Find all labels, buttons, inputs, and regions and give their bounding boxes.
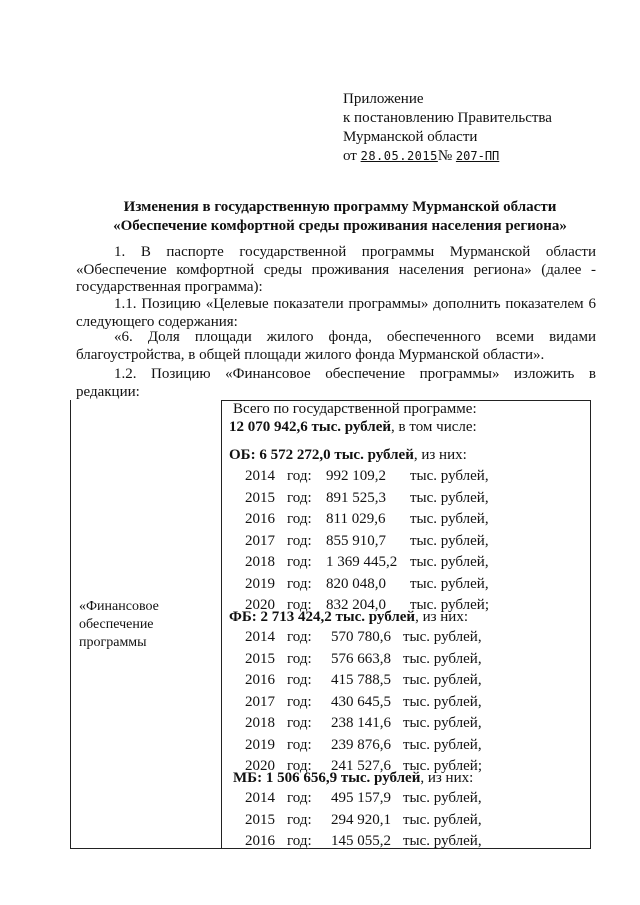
resolution-number: 207-ПП <box>455 149 500 163</box>
amount-cell: 294 920,1 <box>331 811 391 828</box>
year-cell: 2018 <box>245 554 275 570</box>
year-cell: 2020 <box>245 597 275 613</box>
amount-cell: 855 910,7 <box>326 532 386 549</box>
year-cell: 2019 <box>245 575 275 592</box>
year-word: год: <box>287 597 312 613</box>
appendix-resolution: к постановлению Правительства <box>343 110 552 126</box>
financing-row <box>229 715 589 736</box>
resolution-date: 28.05.2015 <box>360 149 438 163</box>
amount-cell: 811 029,6 <box>326 511 386 527</box>
financing-row <box>229 554 589 575</box>
year-word: год: <box>287 693 312 710</box>
amount-cell: 238 141,6 <box>331 715 391 731</box>
amount-cell: 1 369 445,2 <box>326 554 398 570</box>
appendix-title: Приложение <box>343 91 424 107</box>
amount-cell: 570 780,6 <box>331 629 391 645</box>
appendix-date-line <box>343 147 552 166</box>
unit-cell: тыс. рублей, <box>410 532 489 549</box>
year-cell: 2018 <box>245 715 275 731</box>
mb-suffix: , из них: <box>420 770 474 786</box>
financing-row <box>229 833 589 854</box>
ob-header <box>229 447 467 464</box>
unit-cell: тыс. рублей, <box>410 575 489 592</box>
amount-cell: 239 876,6 <box>331 736 391 753</box>
year-cell: 2017 <box>245 693 275 710</box>
unit-cell: тыс. рублей, <box>410 554 489 570</box>
amount-cell: 415 788,5 <box>331 672 391 688</box>
year-word: год: <box>287 790 312 806</box>
unit-cell: тыс. рублей; <box>403 758 482 774</box>
from-label: от <box>343 148 357 164</box>
financing-row <box>229 629 589 650</box>
amount-cell: 495 157,9 <box>331 790 391 806</box>
document-title <box>60 198 620 236</box>
total-amount: 12 070 942,6 тыс. рублей <box>229 419 392 435</box>
year-cell: 2020 <box>245 758 275 774</box>
paragraph-1: 1. В паспорте государственной программы Мурманской области «Обеспечение комфортной среды проживания населения региона» (далее - государственная программа): <box>76 244 596 295</box>
amount-cell: 145 055,2 <box>331 833 391 849</box>
total-suffix: , в том числе: <box>391 419 477 435</box>
unit-cell: тыс. рублей, <box>403 811 482 828</box>
appendix-header <box>343 90 552 166</box>
year-word: год: <box>287 715 312 731</box>
year-word: год: <box>287 833 312 849</box>
year-cell: 2016 <box>245 672 275 688</box>
year-cell: 2015 <box>245 811 275 828</box>
financing-row <box>229 468 589 489</box>
table-column-divider <box>221 400 222 848</box>
year-word: год: <box>287 511 312 527</box>
unit-cell: тыс. рублей, <box>410 489 489 506</box>
financing-row <box>229 694 589 715</box>
table-label-cell: «Финансовое обеспечение программы <box>79 599 159 650</box>
unit-cell: тыс. рублей, <box>403 693 482 710</box>
year-word: год: <box>287 489 312 506</box>
financing-table <box>70 400 591 849</box>
ob-suffix: , из них: <box>413 447 467 463</box>
year-word: год: <box>287 650 312 667</box>
unit-cell: тыс. рублей, <box>403 629 482 645</box>
financing-row <box>229 790 589 811</box>
year-word: год: <box>287 575 312 592</box>
total-line: Всего по государственной программе: <box>233 401 477 417</box>
amount-cell: 820 048,0 <box>326 575 386 592</box>
unit-cell: тыс. рублей, <box>403 672 482 688</box>
mb-header <box>233 770 473 787</box>
paragraph-indicator-6: «6. Доля площади жилого фонда, обеспеченного всеми видами благоустройства, в общей площади жилого фонда Мурманской области». <box>76 329 596 363</box>
year-cell: 2014 <box>245 468 275 484</box>
mb-total: МБ: 1 506 656,9 тыс. рублей <box>233 770 421 786</box>
unit-cell: тыс. рублей, <box>403 715 482 731</box>
year-word: год: <box>287 554 312 570</box>
year-word: год: <box>287 736 312 753</box>
financing-row <box>229 576 589 597</box>
unit-cell: тыс. рублей; <box>410 597 489 613</box>
year-word: год: <box>287 811 312 828</box>
paragraph-1-2: 1.2. Позицию «Финансовое обеспечение программы» изложить в редакции: <box>76 366 596 400</box>
year-cell: 2016 <box>245 833 275 849</box>
amount-cell: 832 204,0 <box>326 597 386 613</box>
year-word: год: <box>287 532 312 549</box>
year-cell: 2016 <box>245 511 275 527</box>
appendix-region: Мурманской области <box>343 129 478 145</box>
ob-total: ОБ: 6 572 272,0 тыс. рублей <box>229 447 414 463</box>
year-cell: 2019 <box>245 736 275 753</box>
year-cell: 2015 <box>245 489 275 506</box>
paragraph-1-1: 1.1. Позицию «Целевые показатели программы» дополнить показателем 6 следующего содержания: <box>76 296 596 330</box>
year-word: год: <box>287 468 312 484</box>
amount-cell: 576 663,8 <box>331 650 391 667</box>
amount-cell: 241 527,6 <box>331 758 391 774</box>
number-label: № <box>437 148 453 164</box>
fb-total: ФБ: 2 713 424,2 тыс. рублей <box>229 609 416 625</box>
unit-cell: тыс. рублей, <box>403 790 482 806</box>
fb-suffix: , из них: <box>415 609 469 625</box>
financing-row <box>229 490 589 511</box>
amount-cell: 891 525,3 <box>326 489 386 506</box>
year-word: год: <box>287 758 312 774</box>
financing-row <box>229 812 589 833</box>
financing-row <box>229 737 589 758</box>
financing-row <box>229 651 589 672</box>
unit-cell: тыс. рублей, <box>403 650 482 667</box>
year-word: год: <box>287 672 312 688</box>
unit-cell: тыс. рублей, <box>403 736 482 753</box>
financing-row <box>229 672 589 693</box>
title-line-2: «Обеспечение комфортной среды проживания населения региона» <box>113 218 567 234</box>
amount-cell: 430 645,5 <box>331 693 391 710</box>
fb-header <box>229 609 468 626</box>
year-cell: 2014 <box>245 629 275 645</box>
title-line-1: Изменения в государственную программу Мурманской области <box>123 199 557 215</box>
unit-cell: тыс. рублей, <box>403 833 482 849</box>
year-cell: 2015 <box>245 650 275 667</box>
total-amount-line <box>229 419 477 436</box>
year-cell: 2014 <box>245 790 275 806</box>
year-cell: 2017 <box>245 532 275 549</box>
financing-row <box>229 533 589 554</box>
year-word: год: <box>287 629 312 645</box>
unit-cell: тыс. рублей, <box>410 511 489 527</box>
financing-row <box>229 511 589 532</box>
unit-cell: тыс. рублей, <box>410 468 489 484</box>
amount-cell: 992 109,2 <box>326 468 386 484</box>
